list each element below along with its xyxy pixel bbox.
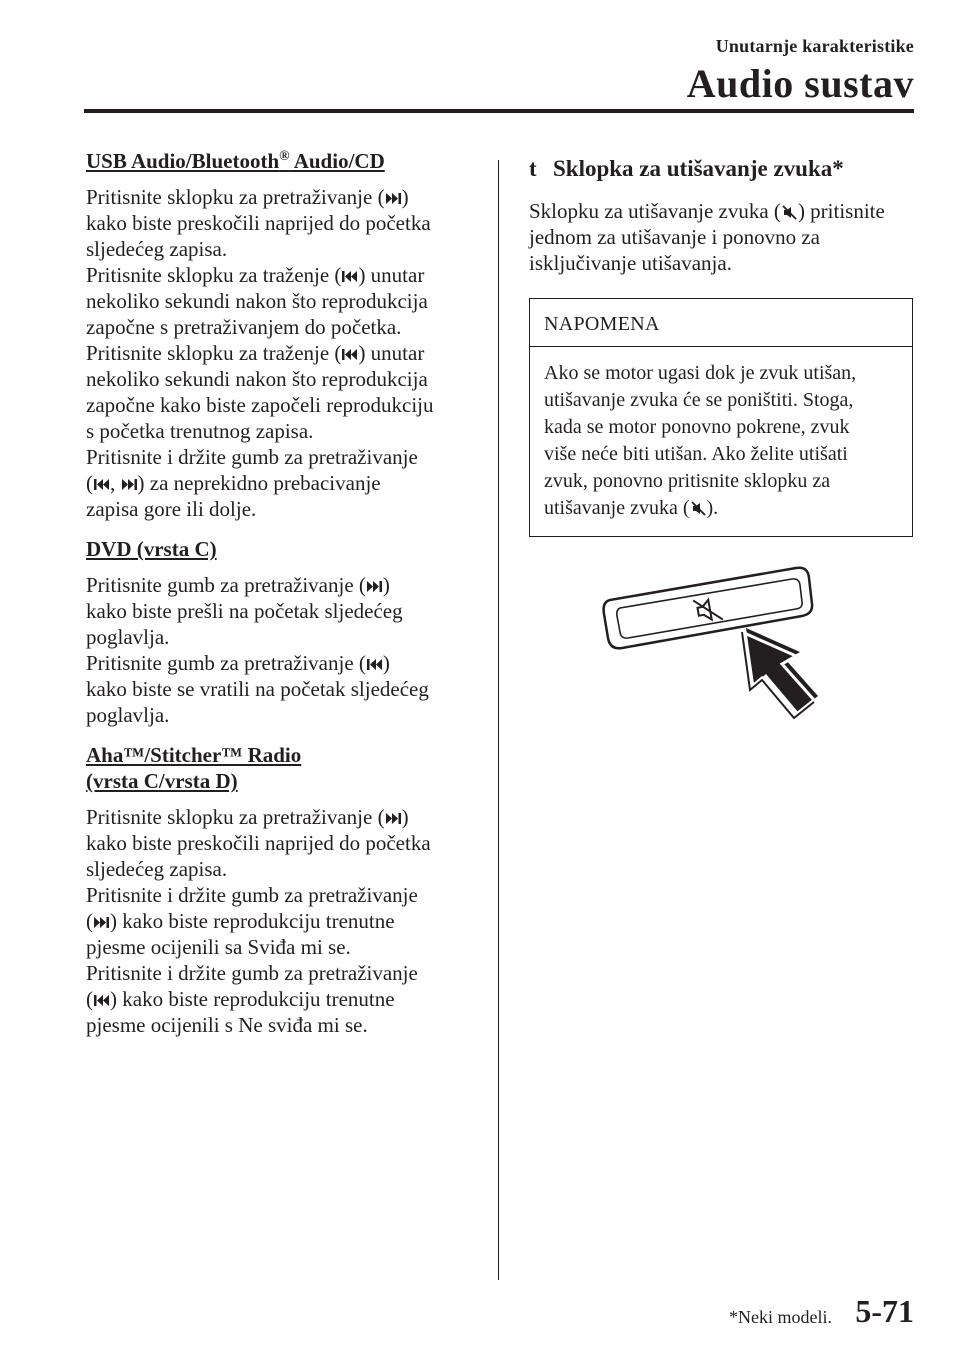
skip-forward-icon bbox=[385, 191, 402, 206]
note-title: NAPOMENA bbox=[530, 299, 912, 347]
paragraph: Pritisnite sklopku za pretraživanje ( ) kako biste preskočili naprijed do početka sljedećeg zapisa. Pritisnite i držite gumb za pretraživanje ( ) kako biste reprodukciju trenutne pjesme ocijenili sa Sviđa mi se. Pritisnite i držite gumb za pretraživanje ( ) kako biste reprodukciju trenutne pjesme ocijenili s Ne sviđa mi se. bbox=[86, 805, 431, 1037]
right-column bbox=[529, 148, 915, 537]
mute-icon bbox=[781, 205, 798, 220]
skip-forward-icon bbox=[385, 811, 402, 826]
skip-forward-icon bbox=[93, 915, 110, 930]
header-rule bbox=[84, 109, 914, 113]
paragraph: Sklopku za utišavanje zvuka ( ) pritisnite jednom za utišavanje i ponovno za isključivanje utišavanja. bbox=[529, 199, 885, 275]
pointer-arrow-icon bbox=[742, 628, 818, 718]
page-title: Audio sustav bbox=[686, 61, 914, 106]
skip-forward-icon bbox=[121, 477, 138, 492]
skip-back-icon bbox=[93, 993, 110, 1008]
paragraph: Pritisnite gumb za pretraživanje ( ) kako biste prešli na početak sljedećeg poglavlja. Pritisnite gumb za pretraživanje ( ) kako biste se vratili na početak sljedećeg poglavlja. bbox=[86, 573, 429, 727]
aha-heading: Aha™/Stitcher™ Radio (vrsta C/vrsta D) bbox=[86, 743, 302, 793]
column-divider bbox=[498, 160, 499, 1280]
left-column bbox=[86, 148, 478, 1052]
mute-button-illustration bbox=[596, 564, 836, 739]
skip-forward-icon bbox=[366, 579, 383, 594]
page-number: 5-71 bbox=[855, 1293, 914, 1329]
skip-back-icon bbox=[366, 657, 383, 672]
usb-heading: USB Audio/Bluetooth® Audio/CD bbox=[86, 149, 385, 173]
footnote: *Neki modeli. bbox=[729, 1307, 832, 1327]
paragraph: Pritisnite sklopku za pretraživanje ( ) kako biste preskočili naprijed do početka sljedećeg zapisa. Pritisnite sklopku za traženje ( ) unutar nekoliko sekundi nakon što reprodukcija započne s pretraživanjem do početka. Pritisnite sklopku za traženje ( ) unutar nekoliko sekundi nakon što reprodukcija započne kako biste započeli reprodukciju s početka trenutnog zapisa. Pritisnite i držite gumb za pretraživanje ( , ) za neprekidno prebacivanje zapisa gore ili dolje. bbox=[86, 185, 434, 521]
note-body: Ako se motor ugasi dok je zvuk utišan, utišavanje zvuka će se poništiti. Stoga, kada se motor ponovno pokrene, zvuk više neće biti utišan. Ako želite utišati zvuk, ponovno pritisnite sklopku za utišavanje zvuka ( ). bbox=[544, 362, 857, 519]
skip-back-icon bbox=[341, 269, 358, 284]
skip-back-icon bbox=[341, 347, 358, 362]
header-section: Unutarnje karakteristike bbox=[715, 36, 914, 56]
mute-icon bbox=[690, 501, 707, 516]
skip-back-icon bbox=[93, 477, 110, 492]
note-box bbox=[529, 298, 913, 537]
mute-section-heading: t Sklopka za utišavanje zvuka* bbox=[529, 156, 844, 181]
mute-button-drawing bbox=[604, 568, 812, 649]
dvd-heading: DVD (vrsta C) bbox=[86, 537, 217, 561]
